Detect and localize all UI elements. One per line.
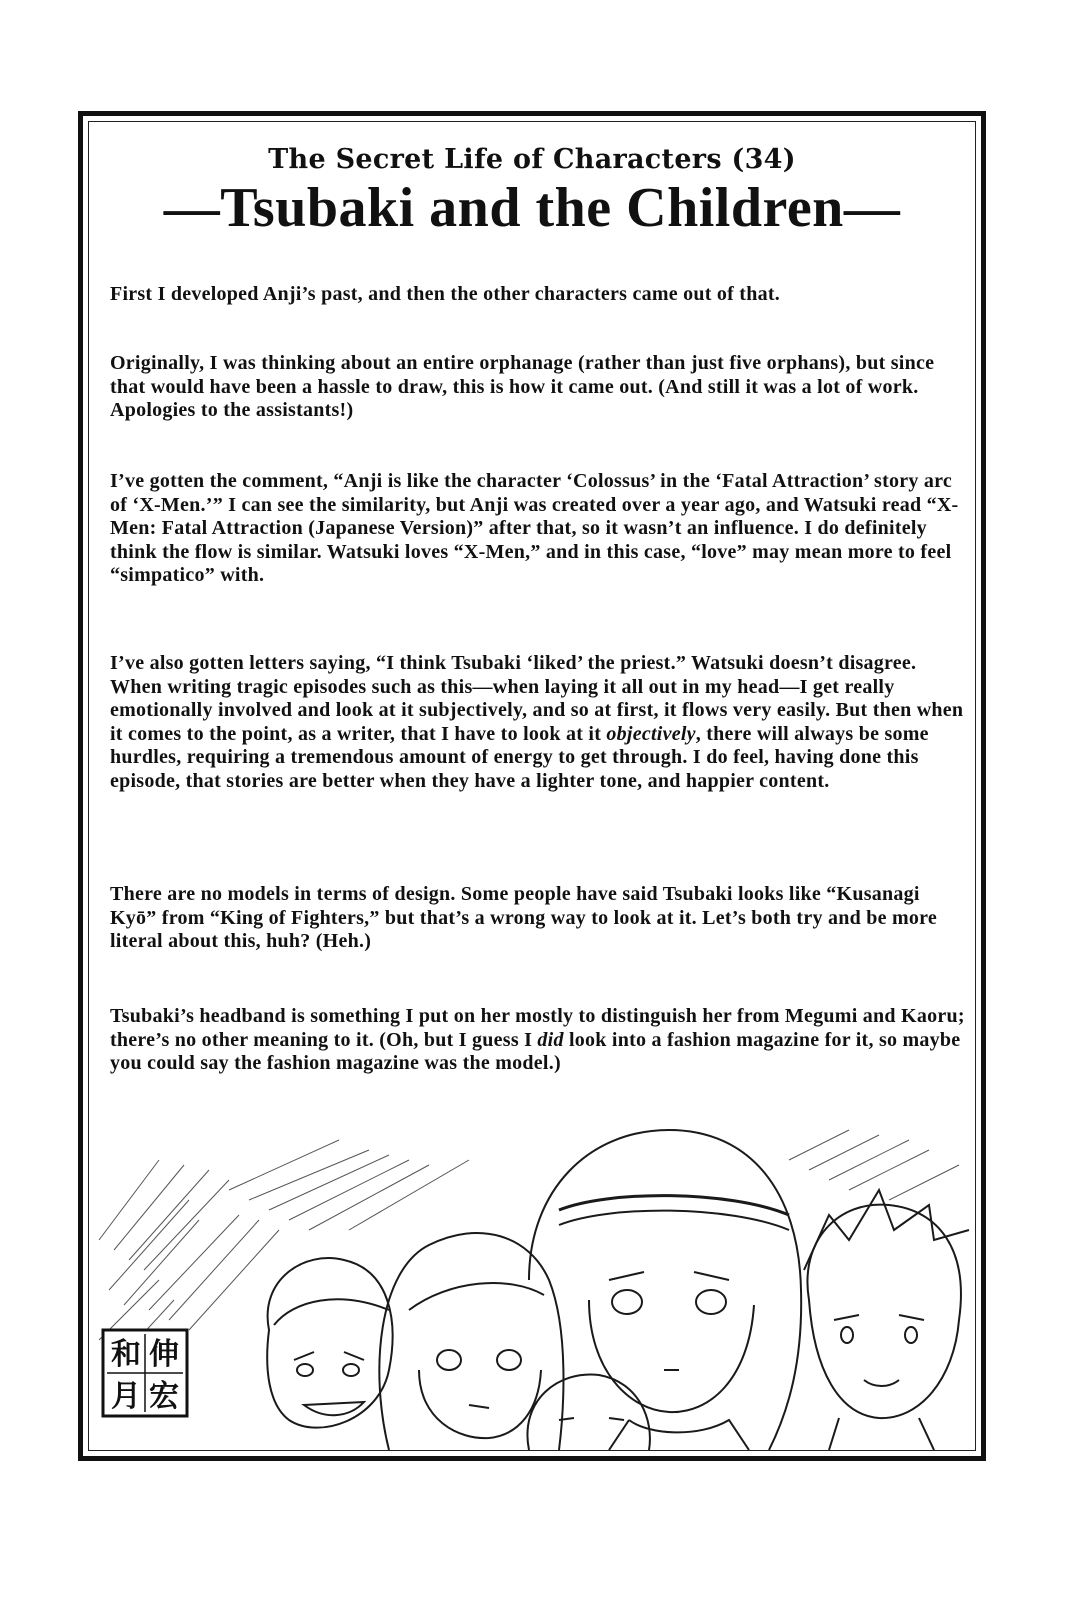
paragraph-3: I’ve gotten the comment, “Anji is like the character ‘Colossus’ in the ‘Fatal Attraction’ story arc of ‘X-Men.’” I can see the similarity, but Anji was created over a year ago, and Watsuki read “X-Men: Fatal Attraction (Japanese Version)” after that, so it wasn’t an influence. I do definitely think the flow is similar. Watsuki loves “X-Men,” and in this case, “love” may mean more to feel “simpatico” with. [110,470,959,586]
long-haired-girl-sketch [379,1233,563,1450]
character-sketch-illustration [89,1120,975,1450]
series-title: The Secret Life of Characters (34) [268,144,796,175]
seal-char-4: 月 [111,1379,141,1414]
artist-seal [103,1330,187,1416]
paragraph-4-text-b: , there will always be some hurdles, requiring a tremendous amount of energy to get through. I do feel, having done this episode, that stories are better when they have a lighter tone, and happier content. [110,722,929,792]
baby-sketch [527,1374,649,1450]
boy-right-sketch [804,1190,969,1450]
paragraph-4 [110,652,965,793]
boy-left-sketch [267,1258,392,1428]
paragraph-2: Originally, I was thinking about an entire orphanage (rather than just five orphans), but since that would have been a hassle to draw, this is how it came out. (And still it was a lot of work. Apologies to the assistants!) [110,352,935,421]
seal-char-1: 伸 [149,1337,179,1372]
paragraph-6-text-a: Tsubaki’s headband is something I put on her mostly to distinguish her from Megumi and Kaoru; there’s no other meaning to it. (Oh, but I guess I [110,1005,965,1051]
paragraph-5: There are no models in terms of design. Some people have said Tsubaki looks like “Kusanagi Kyō” from “King of Fighters,” but that’s a wrong way to look at it. Let’s both try and be more literal about this, huh? (Heh.) [110,883,937,952]
paragraph-6 [110,1005,965,1076]
page-title: —Tsubaki and the Children— [163,177,901,239]
seal-char-2: 宏 [149,1379,179,1414]
tsubaki-sketch [529,1130,801,1450]
sketch-hatching [99,1130,959,1360]
paragraph-4-text-a: I’ve also gotten letters saying, “I think Tsubaki ‘liked’ the priest.” Watsuki doesn’t disagree. When writing tragic episodes such as this—when laying it all out in my head—I get really emotionally involved and look at it subjectively, and so at first, it flows very easily. But then when it comes to the point, as a writer, that I have to look at it [110,652,964,745]
paragraph-6-emphasis: did [537,1028,564,1051]
paragraph-1: First I developed Anji’s past, and then the other characters came out of that. [110,283,780,305]
paragraph-4-emphasis: objectively [606,722,696,745]
paragraph-6-text-b: look into a fashion magazine for it, so maybe you could say the fashion magazine was the model.) [110,1028,961,1074]
seal-char-3: 和 [111,1337,141,1372]
